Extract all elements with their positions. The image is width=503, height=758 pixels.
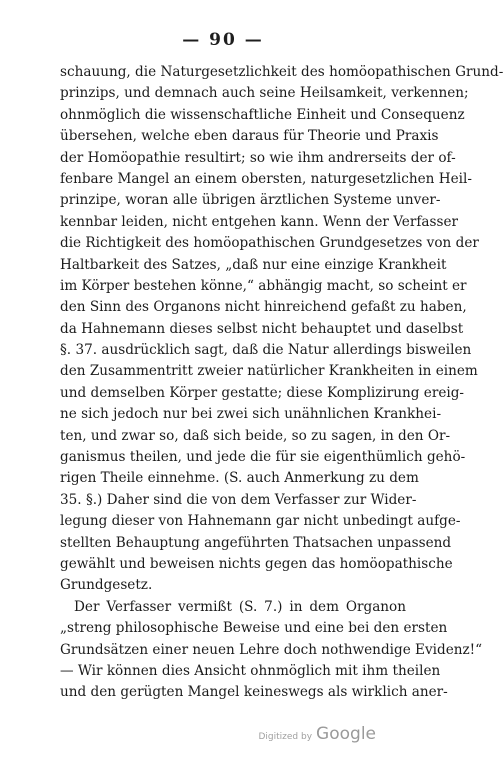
text-line: im Körper bestehen könne,“ abhängig macht, so scheint er [60,277,467,294]
text-line: legung dieser von Hahnemann gar nicht unbedingt aufge- [60,513,461,530]
body-text [60,62,503,704]
text-line: stellten Behauptung angeführten Thatsachen unpassend [60,534,452,551]
page-number-header: — 90 — [182,30,264,50]
text-line: die Richtigkeit des homöopathischen Grundgesetzes von der [60,235,479,252]
text-line: Grundsätzen einer neuen Lehre doch nothwendige Evidenz!“ [60,641,483,658]
google-logo: Google [316,724,376,744]
text-line: schauung, die Naturgesetzlichkeit des homöopathischen Grund- [60,64,503,80]
text-line: Grundgesetz. [60,577,153,594]
text-line: den Zusammentritt zweier natürlicher Krankheiten in einem [60,363,478,380]
text-line: ne sich jedoch nur bei zwei sich unähnlichen Krankhei- [60,406,442,423]
text-line: ohnmöglich die wissenschaftliche Einheit und Consequenz [60,106,465,123]
digitized-label: Digitized by [258,732,313,742]
text-line: rigen Theile einnehme. (S. auch Anmerkung zu dem [60,470,419,487]
text-line: gewählt und beweisen nichts gegen das homöopathische [60,555,453,572]
text-line: fenbare Mangel an einem obersten, naturgesetzlichen Heil- [60,170,472,187]
text-line: übersehen, welche eben daraus für Theorie und Praxis [60,128,439,145]
text-line: den Sinn des Organons nicht hinreichend gefaßt zu haben, [60,299,467,316]
text-line: der Homöopathie resultirt; so wie ihm andrerseits der of- [60,149,456,166]
text-line: prinzipe, woran alle übrigen ärztlichen Systeme unver- [60,192,441,209]
text-line: und demselben Körper gestatte; diese Komplizirung ereig- [60,384,465,401]
text-line: „streng philosophische Beweise und eine bei den ersten [60,620,448,637]
text-line: prinzips, und demnach auch seine Heilsamkeit, verkennen; [60,85,469,102]
text-line: und den gerügten Mangel keineswegs als wirklich aner- [60,684,448,701]
text-line: ten, und zwar so, daß sich beide, so zu sagen, in den Or- [60,427,451,444]
text-line: da Hahnemann dieses selbst nicht behauptet und daselbst [60,320,464,337]
text-line: Der Verfasser vermißt (S. 7.) in dem Organon [74,598,406,615]
text-line: kennbar leiden, nicht entgehen kann. Wenn der Verfasser [60,213,458,230]
text-line: ganismus theilen, und jede die für sie eigenthümlich gehö- [60,449,466,466]
digitized-watermark [258,724,376,744]
text-line: Haltbarkeit des Satzes, „daß nur eine einzige Krankheit [60,256,447,273]
text-line: 35. §.) Daher sind die von dem Verfasser zur Wider- [60,491,417,508]
text-line: — Wir können dies Ansicht ohnmöglich mit ihm theilen [60,662,441,679]
text-line: §. 37. ausdrücklich sagt, daß die Natur allerdings bisweilen [60,342,472,359]
